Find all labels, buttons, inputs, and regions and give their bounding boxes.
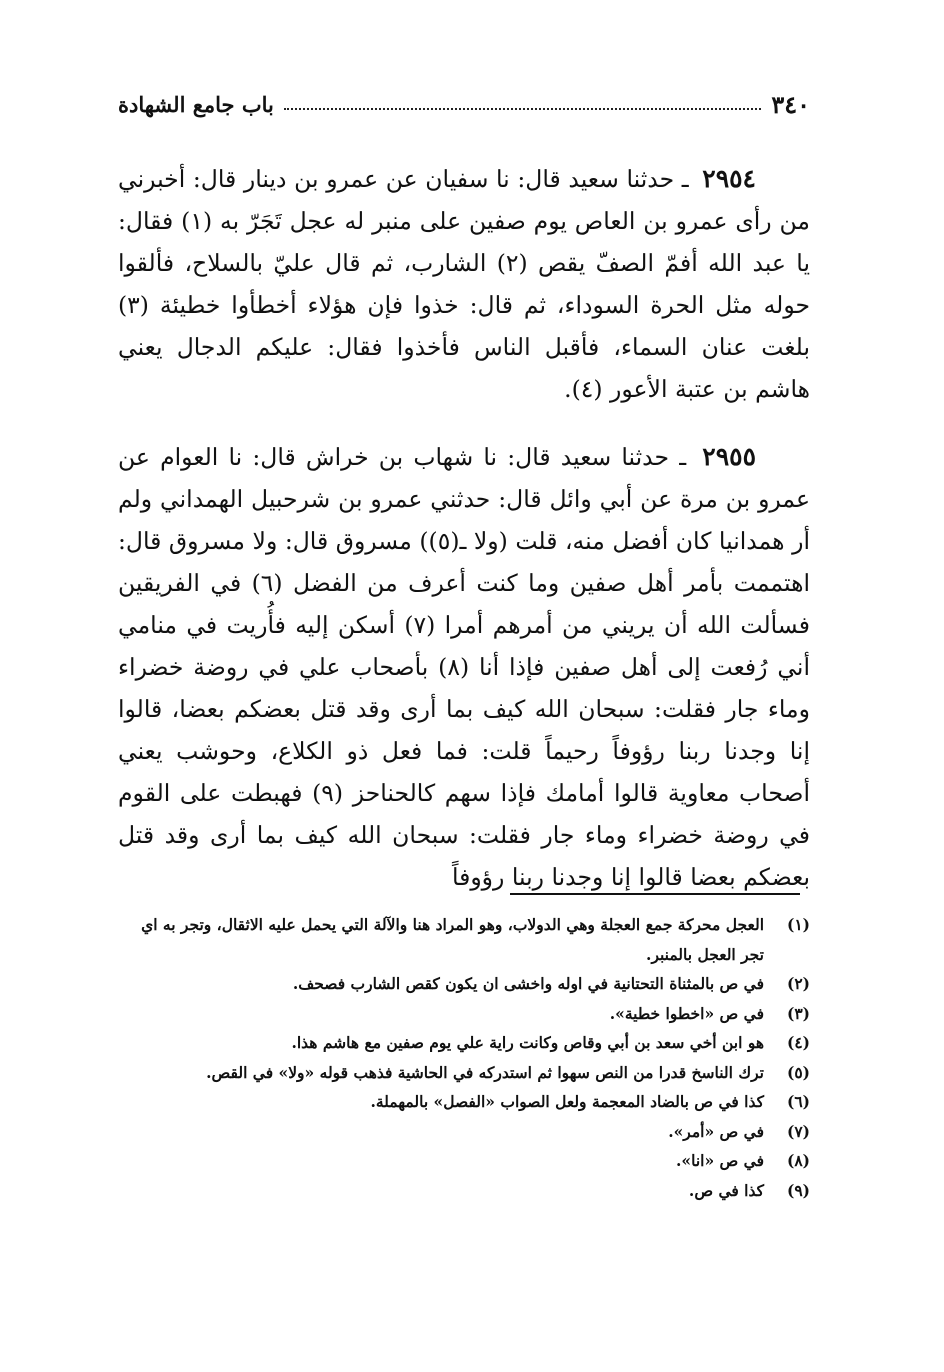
footnotes <box>118 910 810 1205</box>
footnote-text: في ص «اخطوا خطية». <box>609 1003 764 1023</box>
footnote <box>118 910 810 969</box>
footnote <box>118 1117 810 1147</box>
footnote <box>118 1028 810 1058</box>
hadith-paragraph <box>118 158 810 410</box>
footnote-text: في ص «انا». <box>676 1151 764 1170</box>
footnote-text: كذا في ص. <box>688 1180 764 1200</box>
header-dotted-leader <box>284 108 761 110</box>
page-number: ٣٤٠ <box>771 89 810 119</box>
footnote <box>118 1176 810 1206</box>
footnote-text: في ص «أمر». <box>668 1121 764 1141</box>
hadith-text: ـ حدثنا سعيد قال: نا سفيان عن عمرو بن دينار قال: أخبرني من رأى عمرو بن العاص يوم صفين على منبر له عجل تَجَرّ به (١) فقال: يا عبد الله أفمّ الصفّ يقص (٢) الشارب، ثم قال عليّ بالسلاح، فألقوا حوله مثل الحرة السوداء، ثم قال: خذوا فإن هؤلاء أخطأوا خطيئة (٣) بلغت عنان السماء، فأقبل الناس فأخذوا فقال: عليكم الدجال يعني هاشم بن عتبة الأعور (٤). <box>118 165 810 403</box>
chapter-title: باب جامع الشهادة <box>118 91 274 117</box>
hadith-number: ٢٩٥٥ <box>702 442 756 471</box>
footnote <box>118 1087 810 1117</box>
footnote-text: في ص بالمثناة التحتانية في اوله واخشى ان يكون كقص الشارب فصحف. <box>292 974 764 993</box>
footnote <box>118 1058 810 1088</box>
main-text <box>118 158 810 924</box>
footnote-marker: (٤) <box>786 1033 810 1052</box>
footnote-marker: (٣) <box>786 1003 810 1023</box>
footnote-separator <box>510 893 800 895</box>
footnote-text: ترك الناسخ قدرا من النص سهوا ثم استدركه في الحاشية فذهب قوله «ولا» في القص. <box>206 1062 764 1082</box>
hadith-number: ٢٩٥٤ <box>702 164 756 193</box>
running-header <box>118 86 810 122</box>
hadith-text: ـ حدثنا سعيد قال: نا شهاب بن خراش قال: نا العوام عن عمرو بن مرة عن أبي وائل قال: حدثني عمرو بن شرحبيل الهمداني ولم أر همدانيا كان أفضل منه، قلت (ولا ـ(٥)) مسروق قال: ولا مسروق قال: اهتممت بأمر أهل صفين وما كنت أعرف من الفضل (٦) في الفريقين فسألت الله أن يريني من أمرهم أمرا (٧) أسكن إليه فأُريت في منامي أني رُفعت إلى أهل صفين فإذا أنا (٨) بأصحاب علي في روضة خضراء وماء جار فقلت: سبحان الله كيف بما أرى وقد قتل بعضكم بعضا، قالوا إنا وجدنا ربنا رؤوفاً رحيماً قلت: فما فعل ذو الكلاع، وحوشب يعني أصحاب معاوية قالوا أمامك فإذا سهم كالحناحز (٩) فهبطت على القوم في روضة خضراء وماء جار فقلت: سبحان الله كيف بما أرى وقد قتل بعضكم بعضا قالوا إنا وجدنا ربنا رؤوفاً <box>118 443 810 891</box>
footnote <box>118 999 810 1029</box>
footnote-marker: (١) <box>786 915 810 934</box>
footnote-marker: (٧) <box>786 1121 810 1141</box>
footnote-marker: (٢) <box>786 974 810 993</box>
footnote-marker: (٦) <box>786 1092 810 1111</box>
footnote-marker: (٩) <box>786 1180 810 1200</box>
footnote-marker: (٨) <box>786 1151 810 1170</box>
footnote-marker: (٥) <box>786 1062 810 1082</box>
footnote <box>118 969 810 999</box>
footnote-text: كذا في ص بالضاد المعجمة ولعل الصواب «الفصل» بالمهملة. <box>370 1092 764 1111</box>
hadith-paragraph <box>118 436 810 898</box>
footnote-text: هو ابن أخي سعد بن أبي وقاص وكانت راية علي يوم صفين مع هاشم هذا. <box>291 1033 764 1052</box>
footnote <box>118 1146 810 1176</box>
footnote-text: العجل محركة جمع العجلة وهي الدولاب، وهو المراد هنا والآلة التي يحمل عليه الاثقال، وتجر به اي تجر العجل بالمنبر. <box>141 915 764 964</box>
